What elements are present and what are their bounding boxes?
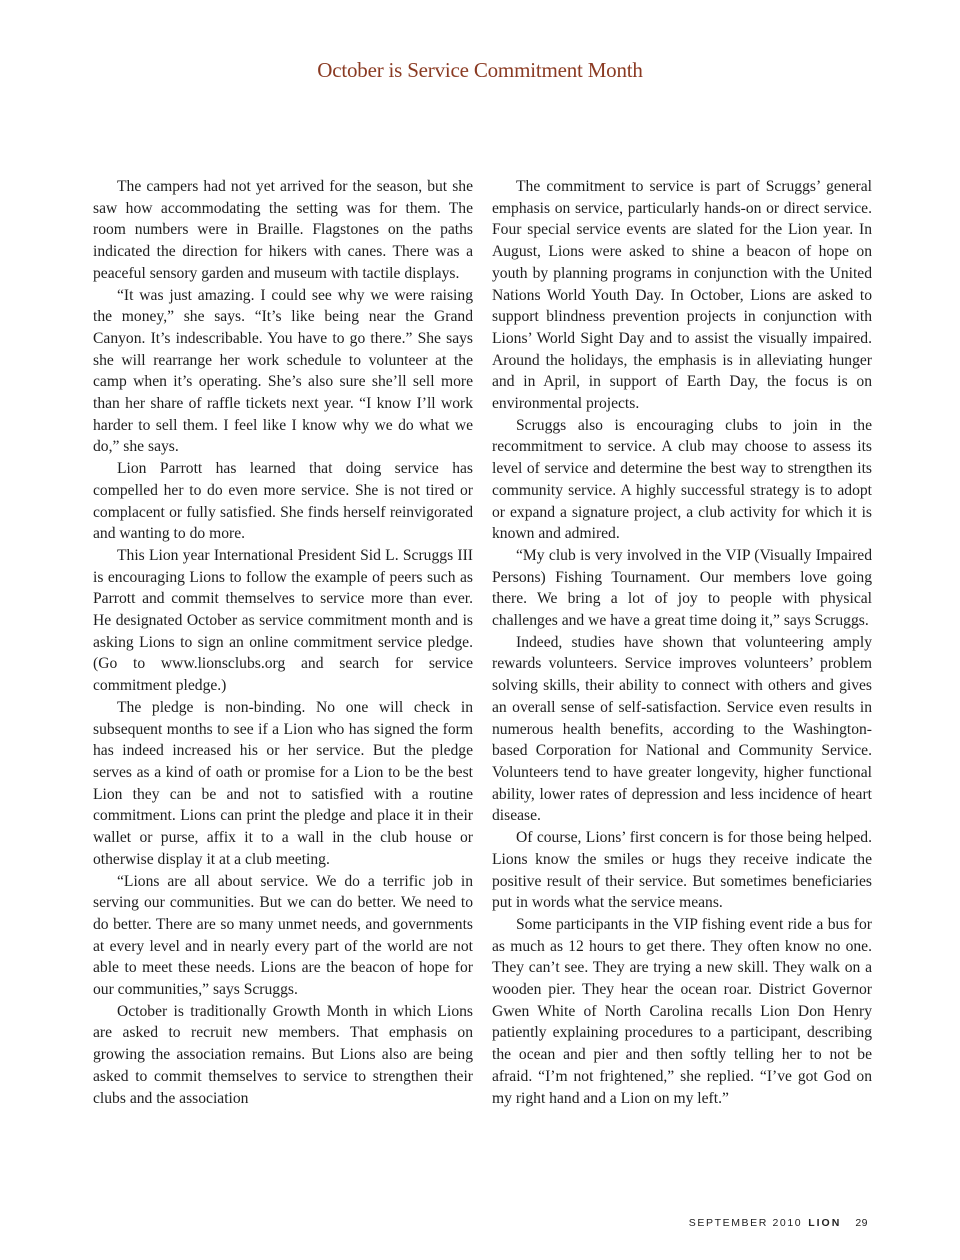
paragraph: “My club is very involved in the VIP (Visually Impaired Persons) Fishing Tournament. Our members love going there. We bring a lot of joy to people with physical challenges and we have a great time doing it,” says Scruggs. [492,546,872,630]
paragraph: Scruggs also is encouraging clubs to join in the recommitment to service. A club may choose to assess its level of service and determine the best way to strengthen its community service. A highly successful strategy is to adopt or expand a signature project, a club activity for which it is known and admired. [492,416,872,543]
paragraph: This Lion year International President Sid L. Scruggs III is encouraging Lions to follow the example of peers such as Parrott and commit themselves to service more than ever. He designated October as service commitment month and is asking Lions to sign an online commitment service pledge. (Go to www.lionsclubs.org and search for service commitment pledge.) [93,546,473,695]
paragraph: October is traditionally Growth Month in which Lions are asked to recruit new members. That emphasis on growing the association remains. But Lions also are being asked to commit themselves to service to strengthen their clubs and the association [93,1002,473,1107]
paragraph: Indeed, studies have shown that volunteering amply rewards volunteers. Service improves volunteers’ problem solving skills, their ability to connect with others and gives an overall sense of self-satisfaction. Service even results in numerous health benefits, according to the Washington-based Corporation for National and Community Service. Volunteers tend to have greater longevity, higher functional ability, lower rates of depression and less incidence of heart disease. [492,633,872,825]
issue-date: SEPTEMBER 2010 [688,1217,803,1229]
left-column [93,176,473,1109]
paragraph: The campers had not yet arrived for the season, but she saw how accommodating the setting was for them. The room numbers were in Braille. Flagstones on the paths indicated the direction for hikers with canes. There was a peaceful sensory garden and museum with tactile displays. [93,178,473,282]
publication-name: LION [808,1217,842,1229]
paragraph: Lion Parrott has learned that doing service has compelled her to do even more service. She is not tired or complacent or fully satisfied. She finds herself reinvigorated and wanting to do more. [93,460,473,543]
paragraph: Of course, Lions’ first concern is for those being helped. Lions know the smiles or hugs they receive indicate the positive result of their service. But sometimes beneficiaries put in words what the service means. [492,829,872,912]
page-number: 29 [855,1217,868,1229]
paragraph: “It was just amazing. I could see why we were raising the money,” she says. “It’s like being near the Grand Canyon. It’s indescribable. You have to go there.” She says she will rearrange her work schedule to volunteer at the camp when it’s operating. She’s also sure she’ll sell more than her share of raffle tickets next year. “I know I’ll work harder to sell them. I feel like I know why we do what we do,” she says. [93,286,473,456]
paragraph: Some participants in the VIP fishing event ride a bus for as much as 12 hours to get there. They often know no one. They can’t see. They are trying a new skill. They walk on a wooden pier. They hear the ocean roar. District Governor Gwen White of North Carolina recalls Lion Don Henry patiently explaining procedures to a participant, describing the ocean and pier and then softly telling her to not be afraid. “I’m not frightened,” she replied. “I’ve got God on my right hand and a Lion on my left.” [492,915,872,1107]
paragraph: The commitment to service is part of Scruggs’ general emphasis on service, particularly hands-on or direct service. Four special service events are slated for the Lion year. In August, Lions were asked to shine a beacon of hope on youth by planning programs in conjunction with the United Nations World Youth Day. In October, Lions are asked to support blindness prevention projects in conjunction with Lions’ World Sight Day and to assist the visually impaired. Around the holidays, the emphasis is in alleviating hunger and in April, in support of Earth Day, the focus is on environmental projects. [492,178,872,413]
paragraph: The pledge is non-binding. No one will check in subsequent months to see if a Lion who has signed the form has indeed increased his or her service. But the pledge serves as a kind of oath or promise for a Lion to be the best Lion they can be and not to satisfied with a routine commitment. Lions can print the pledge and place it in their wallet or purse, affix it to a wall in the club house or otherwise display it at a club meeting. [93,698,473,868]
page-title: October is Service Commitment Month [317,58,643,82]
paragraph: “Lions are all about service. We do a terrific job in serving our communities. But we can do better. We need to do better. There are so many unmet needs, and governments at every level and in nearly every part of the world are not able to meet these needs. Lions are the beacon of hope for our communities,” says Scruggs. [93,872,473,999]
right-column [492,176,872,1109]
page-footer [689,1217,868,1229]
